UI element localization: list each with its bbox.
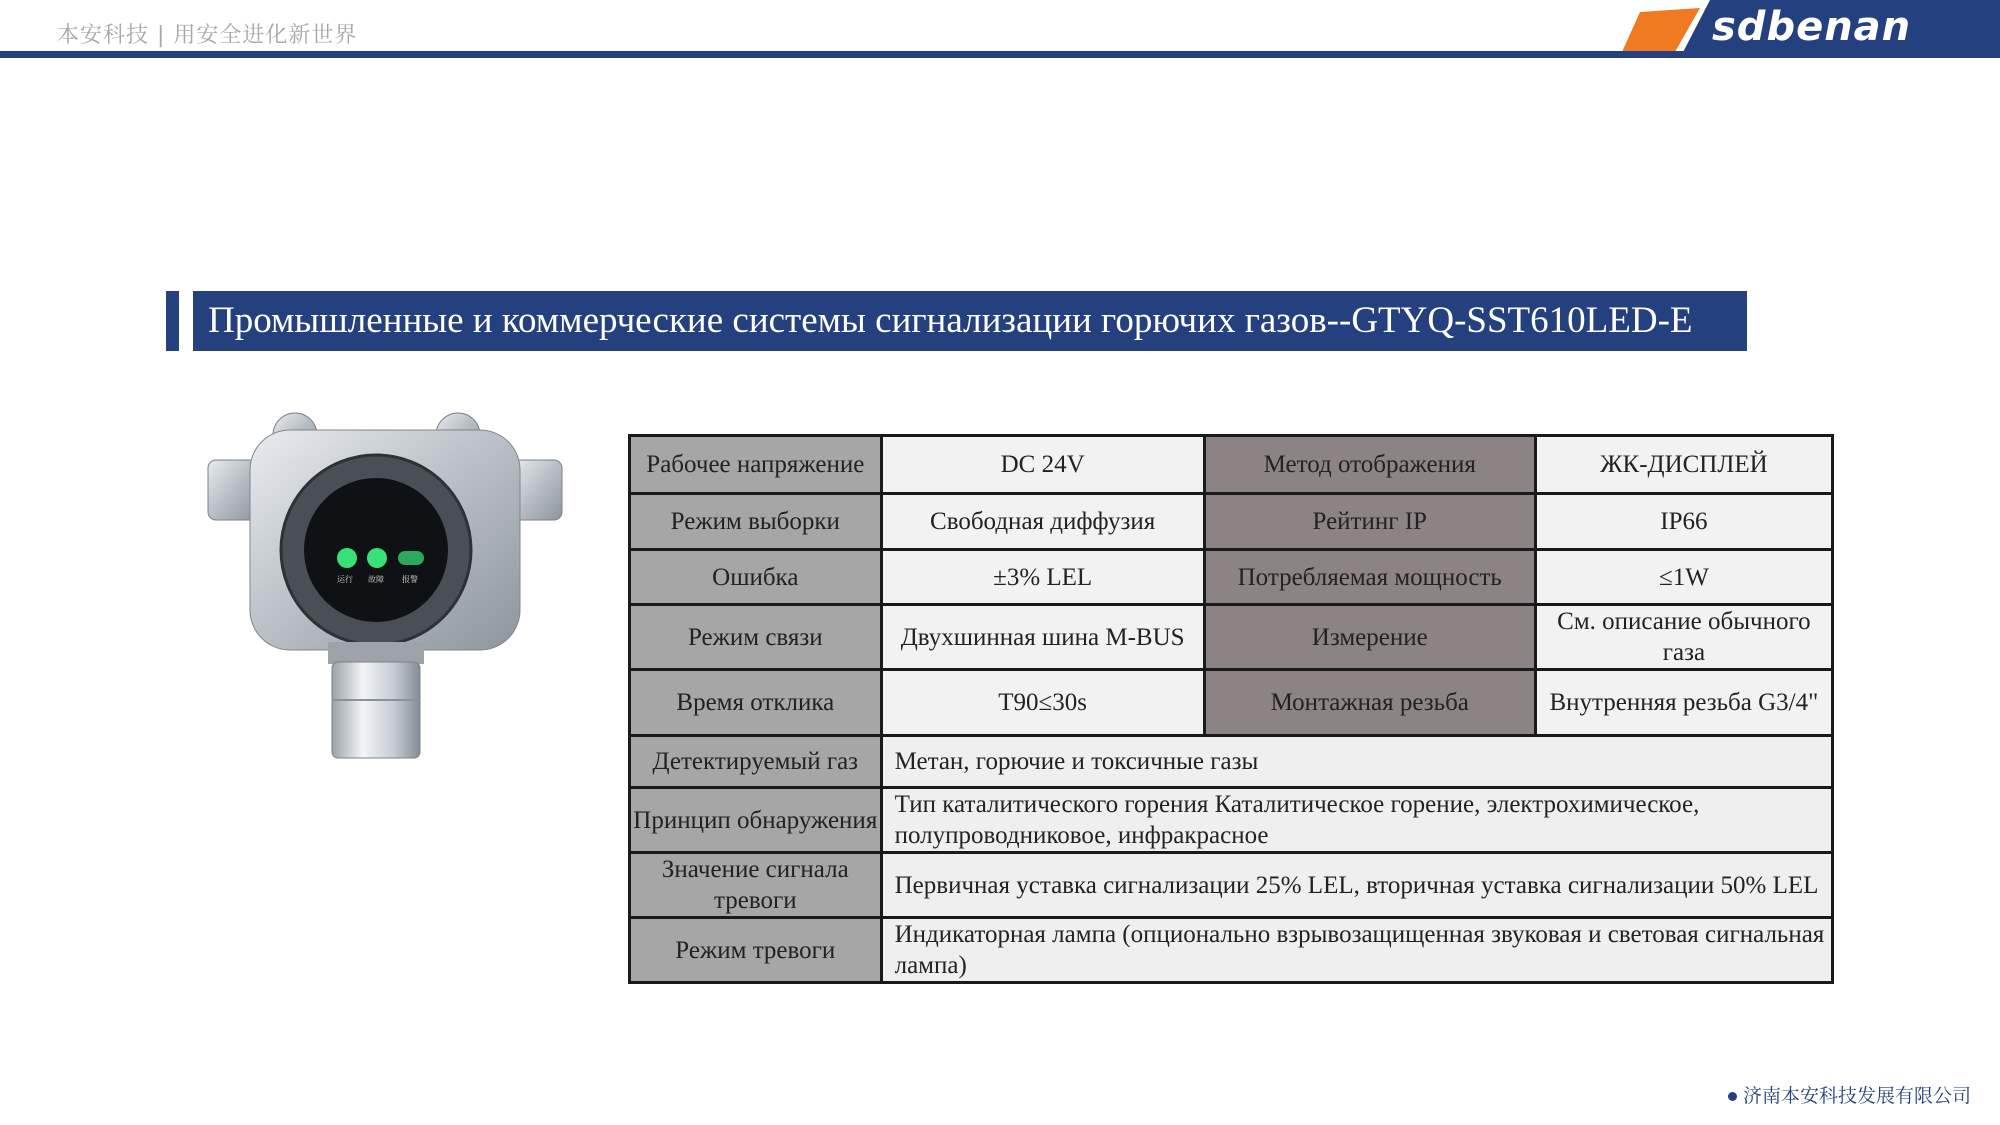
title-accent-bar	[166, 291, 179, 351]
spec-value: Свободная диффузия	[881, 494, 1204, 550]
spec-label: Принцип обнаружения	[630, 788, 882, 853]
spec-value: Внутренняя резьба G3/4"	[1535, 670, 1832, 736]
panel-label-alarm: 报警	[402, 575, 418, 584]
page-title: Промышленные и коммерческие системы сигнализации горючих газов--GTYQ-SST610LED-E	[193, 291, 1747, 351]
spec-value: T90≤30s	[881, 670, 1204, 736]
spec-label: Ошибка	[630, 550, 882, 605]
spec-value: Индикаторная лампа (опционально взрывозащищенная звуковая и световая сигнальная лампа)	[881, 918, 1832, 983]
table-row	[630, 736, 1833, 788]
spec-table	[628, 434, 1834, 984]
panel-label-fault: 故障	[368, 575, 384, 584]
spec-value: Тип каталитического горения Каталитическое горение, электрохимическое, полупроводниковое, инфракрасное	[881, 788, 1832, 853]
spec-label: Рабочее напряжение	[630, 436, 882, 494]
spec-value: ±3% LEL	[881, 550, 1204, 605]
table-row	[630, 605, 1833, 670]
spec-value: IP66	[1535, 494, 1832, 550]
table-row	[630, 918, 1833, 983]
spec-label: Измерение	[1204, 605, 1535, 670]
spec-value: Метан, горючие и токсичные газы	[881, 736, 1832, 788]
spec-value: См. описание обычного газа	[1535, 605, 1832, 670]
company-logo: sdbenan	[1712, 4, 1912, 50]
spec-label: Значение сигнала тревоги	[630, 853, 882, 918]
spec-value: ЖК-ДИСПЛЕЙ	[1535, 436, 1832, 494]
spec-value: DC 24V	[881, 436, 1204, 494]
spec-label: Рейтинг IP	[1204, 494, 1535, 550]
spec-label: Режим выборки	[630, 494, 882, 550]
spec-label: Метод отображения	[1204, 436, 1535, 494]
table-row	[630, 436, 1833, 494]
spec-label: Режим связи	[630, 605, 882, 670]
spec-value: ≤1W	[1535, 550, 1832, 605]
header-divider	[0, 51, 2000, 58]
bullet-icon	[1728, 1092, 1737, 1101]
spec-label: Потребляемая мощность	[1204, 550, 1535, 605]
footer-company-name: 济南本安科技发展有限公司	[1743, 1085, 1972, 1107]
spec-label: Монтажная резьба	[1204, 670, 1535, 736]
spec-value: Двухшинная шина M-BUS	[881, 605, 1204, 670]
footer-company	[1728, 1081, 1971, 1108]
table-row	[630, 853, 1833, 918]
spec-value: Первичная уставка сигнализации 25% LEL, вторичная уставка сигнализации 50% LEL	[881, 853, 1832, 918]
panel-label-run: 运行	[337, 575, 353, 584]
gas-detector-photo	[200, 410, 570, 770]
spec-label: Время отклика	[630, 670, 882, 736]
table-row	[630, 670, 1833, 736]
table-row	[630, 550, 1833, 605]
header-tagline: 本安科技 | 用安全进化新世界	[57, 23, 358, 48]
spec-label: Режим тревоги	[630, 918, 882, 983]
table-row	[630, 494, 1833, 550]
spec-label: Детектируемый газ	[630, 736, 882, 788]
table-row	[630, 788, 1833, 853]
